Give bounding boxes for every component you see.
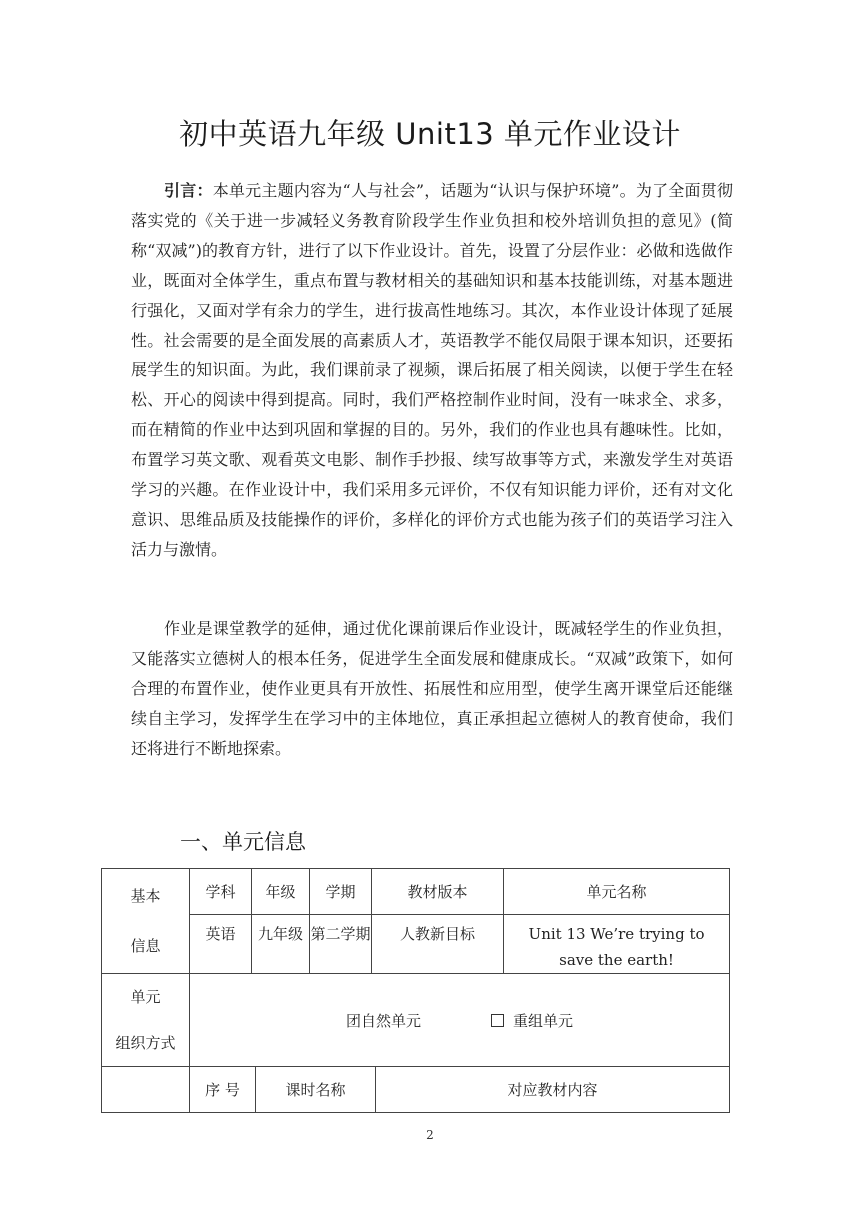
basic-label-1: 基本 [130, 887, 161, 905]
org-label-1: 单元 [130, 988, 161, 1006]
lesson-header-number: 序 号 [190, 1067, 256, 1113]
table-row [102, 1067, 730, 1113]
intro-lead: 引言： [164, 181, 213, 200]
basic-label-2: 信息 [130, 937, 161, 955]
header-textbook: 教材版本 [372, 869, 504, 915]
page-number: 2 [426, 1128, 434, 1142]
table-row [102, 869, 730, 915]
org-label [102, 974, 190, 1067]
value-term: 第二学期 [310, 915, 372, 974]
header-subject: 学科 [190, 869, 252, 915]
header-term: 学期 [310, 869, 372, 915]
unit-info-table [101, 868, 730, 1113]
lesson-header-empty [102, 1067, 190, 1113]
org-label-2: 组织方式 [115, 1034, 176, 1052]
section-heading: 一、单元信息 [180, 830, 306, 854]
reorg-unit-option: 重组单元 [513, 1011, 574, 1030]
org-options [190, 974, 730, 1067]
intro-paragraph-2: 作业是课堂教学的延伸，通过优化课前课后作业设计，既减轻学生的作业负担，又能落实立德树人的根本任务，促进学生全面发展和健康成长。“双减”政策下，如何合理的布置作业，使作业更具有开放性、拓展性和应用型，使学生离开课堂后还能继续自主学习，发挥学生在学习中的主体地位，真正承担起立德树人的教育使命，我们还将进行不断地探索。 [131, 619, 733, 758]
header-grade: 年级 [252, 869, 310, 915]
table-row [102, 974, 730, 1067]
table-row [102, 915, 730, 974]
lesson-header-content: 对应教材内容 [376, 1067, 730, 1113]
value-unit-name: Unit 13 We’re trying to save the earth! [504, 915, 730, 974]
checkbox-icon [491, 1014, 504, 1027]
value-grade: 九年级 [252, 915, 310, 974]
document-title: 初中英语九年级 Unit13 单元作业设计 [179, 117, 681, 151]
value-textbook: 人教新目标 [372, 915, 504, 974]
basic-info-label [102, 869, 190, 974]
intro-paragraph-1-text: 本单元主题内容为“人与社会”，话题为“认识与保护环境”。为了全面贯彻落实党的《关于进一步减轻义务教育阶段学生作业负担和校外培训负担的意见》(简称“双减”)的教育方针，进行了以下作业设计。首先，设置了分层作业：必做和选做作业，既面对全体学生，重点布置与教材相关的基础知识和基本技能训练，对基本题进行强化，又面对学有余力的学生，进行拔高性地练习。其次，本作业设计体现了延展性。社会需要的是全面发展的高素质人才，英语教学不能仅局限于课本知识，还要拓展学生的知识面。为此，我们课前录了视频，课后拓展了相关阅读，以便于学生在轻松、开心的阅读中得到提高。同时，我们严格控制作业时间，没有一味求全、求多，而在精简的作业中达到巩固和掌握的目的。另外，我们的作业也具有趣味性。比如，布置学习英文歌、观看英文电影、制作手抄报、续写故事等方式，来激发学生对英语学习的兴趣。在作业设计中，我们采用多元评价，不仅有知识能力评价，还有对文化意识、思维品质及技能操作的评价，多样化的评价方式也能为孩子们的英语学习注入活力与激情。 [131, 181, 733, 559]
header-unit-name: 单元名称 [504, 869, 730, 915]
value-subject: 英语 [190, 915, 252, 974]
lesson-header-name: 课时名称 [256, 1067, 376, 1113]
natural-unit-option: 团自然单元 [346, 1011, 422, 1030]
intro-paragraph-1 [131, 176, 733, 565]
